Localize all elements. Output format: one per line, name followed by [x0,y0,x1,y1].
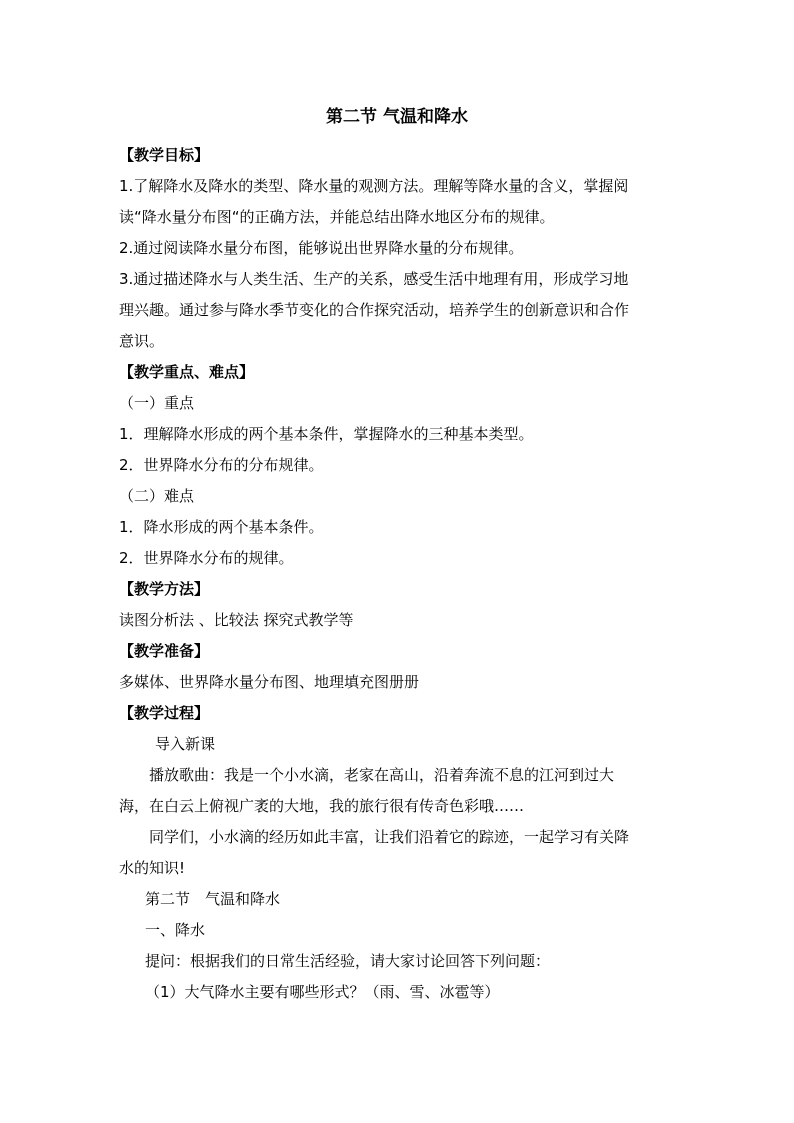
section-heading-objectives: 【教学目标】 [119,146,210,164]
paragraph-line: 海，在白云上俯视广袤的大地，我的旅行很有传奇色彩哦…… [119,797,525,815]
paragraph-line: 水的知识! [119,859,186,877]
paragraph-line: 读“降水量分布图“的正确方法，并能总结出降水地区分布的规律。 [119,208,555,226]
page-title: 第二节 气温和降水 [326,107,468,127]
list-item: 1．降水形成的两个基本条件。 [119,518,324,536]
paragraph-line: 一、降水 [145,921,206,939]
paragraph-line: 第二节 气温和降水 [145,890,281,908]
paragraph-line: 提问：根据我们的日常生活经验，请大家讨论回答下列问题： [145,952,551,970]
document-body [119,140,679,1008]
paragraph-line: 意识。 [119,332,165,350]
list-item: 1．理解降水形成的两个基本条件，掌握降水的三种基本类型。 [119,425,534,443]
section-heading-key-points: 【教学重点、难点】 [119,363,255,381]
subheading-key: （一）重点 [119,394,195,412]
section-heading-process: 【教学过程】 [119,704,210,722]
paragraph-line: 同学们，小水滴的经历如此丰富，让我们沿着它的踪迹，一起学习有关降 [149,828,630,846]
subheading-difficult: （二）难点 [119,487,195,505]
paragraph-line: 多媒体、世界降水量分布图、地理填充图册册 [119,673,420,691]
list-item: 2．世界降水分布的规律。 [119,549,294,567]
paragraph-line: 2.通过阅读降水量分布图，能够说出世界降水量的分布规律。 [119,239,524,257]
list-item: 2．世界降水分布的分布规律。 [119,456,324,474]
paragraph-line: （1）大气降水主要有哪些形式？（雨、雪、冰雹等） [145,983,500,1001]
paragraph-line: 3.通过描述降水与人类生活、生产的关系，感受生活中地理有用，形成学习地 [119,270,629,288]
paragraph-line: 理兴趣。通过参与降水季节变化的合作探究活动，培养学生的创新意识和合作 [119,301,630,319]
paragraph-line: 导入新课 [155,735,216,753]
section-heading-preparation: 【教学准备】 [119,642,210,660]
paragraph-line: 1.了解降水及降水的类型、降水量的观测方法。理解等降水量的含义，掌握阅 [119,177,629,195]
paragraph-line: 读图分析法 、比较法 探究式教学等 [119,611,354,629]
paragraph-line: 播放歌曲：我是一个小水滴，老家在高山，沿着奔流不息的江河到过大 [149,766,615,784]
section-heading-methods: 【教学方法】 [119,580,210,598]
